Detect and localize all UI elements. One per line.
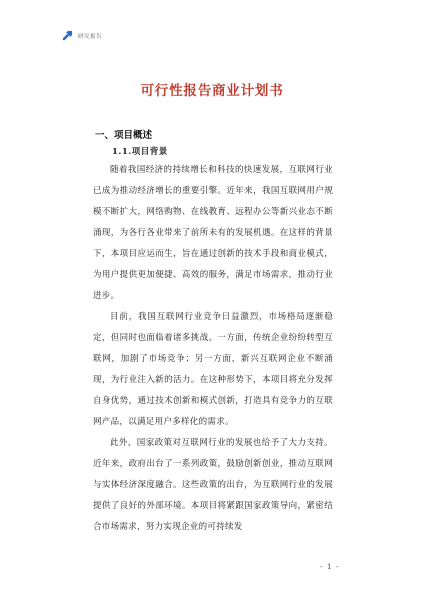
- subsection-heading: 1.1.项目背景: [112, 147, 168, 157]
- header-label: 研究报告: [78, 33, 103, 40]
- arrow-up-right-icon: [62, 30, 73, 41]
- paragraph: 随着我国经济的持续增长和科技的快速发展，互联网行业已成为推动经济增长的重要引擎。近年来，我国互联网用户规模不断扩大，网络购物、在线教育、远程办公等新兴业态不断涌现，为各行各业带来了前所未有的发展机遇。在这样的背景下，本项目应运而生，旨在通过创新的技术手段和商业模式，为用户提供更加便捷、高效的服务，满足市场需求，推动行业进步。: [93, 165, 333, 301]
- section-heading: 一、项目概述: [95, 130, 153, 141]
- body-text: [93, 160, 333, 538]
- document-title: 可行性报告商业计划书: [140, 83, 284, 99]
- paragraph: 目前，我国互联网行业竞争日益激烈，市场格局逐渐稳定，但同时也面临着诸多挑战。一方面，传统企业纷纷转型互联网，加剧了市场竞争；另一方面，新兴互联网企业不断涌现，为行业注入新的活力。在这种形势下，本项目将充分发挥自身优势，通过技术创新和模式创新，打造具有竞争力的互联网产品，以满足用户多样化的需求。: [93, 312, 333, 427]
- page-header: [62, 30, 102, 41]
- paragraph: 此外，国家政策对互联网行业的发展也给予了大力支持。近年来，政府出台了一系列政策，鼓励创新创业，推动互联网与实体经济深度融合。这些政策的出台，为互联网行业的发展提供了良好的外部环境。本项目将紧跟国家政策导向，紧密结合市场需求，努力实现企业的可持续发: [93, 438, 333, 532]
- page-number: - 1 -: [320, 562, 340, 571]
